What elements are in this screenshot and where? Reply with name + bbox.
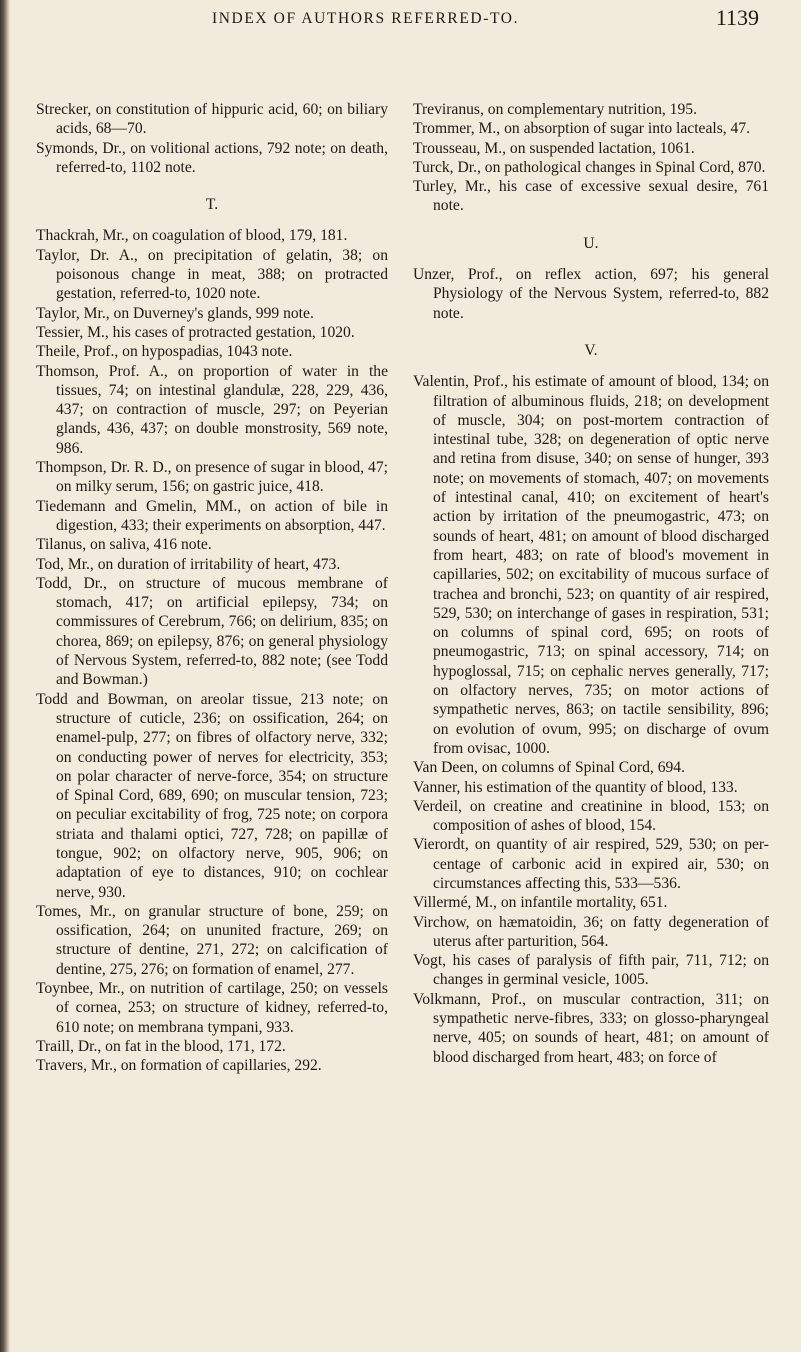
- page-number: 1139: [715, 5, 759, 30]
- index-entry: Vogt, his cases of paralysis of fifth pair, 711, 712; on changes in germinal vesicle, 1005.: [413, 952, 769, 989]
- index-entry: Tilanus, on saliva, 416 note.: [36, 536, 212, 554]
- index-entry: Traill, Dr., on fat in the blood, 171, 172.: [36, 1037, 286, 1055]
- section-letter-t: T.: [205, 196, 219, 214]
- index-entry: Thackrah, Mr., on coagulation of blood, 179, 181.: [36, 227, 348, 245]
- index-entry: Symonds, Dr., on volitional actions, 792 note; on death, referred-to, 1102 note.: [36, 139, 388, 176]
- index-entry: Tomes, Mr., on granular structure of bone, 259; on ossification, 264; on ununited fracture, 269; on structure of dentine, 271, 272; on calcification of dentine, 275, 276; on formation of enamel, 277.: [36, 902, 388, 978]
- index-entry: Tessier, M., his cases of protracted gestation, 1020.: [36, 323, 355, 341]
- index-entry: Vierordt, on quantity of air respired, 529, 530; on per-centage of carbonic acid in expired air, 530; on circumstances affecting this, 533—536.: [413, 836, 769, 892]
- index-entry: Turck, Dr., on pathological changes in Spinal Cord, 870.: [413, 158, 766, 176]
- index-entry: Todd and Bowman, on areolar tissue, 213 note; on structure of cuticle, 236; on ossification, 264; on enamel-pulp, 277; on fibres of olfactory nerve, 332; on conducting power of nerves for electricity, 353; on polar character of nerve-force, 354; on structure of Spinal Cord, 689, 690; on muscular tension, 723; on peculiar excitability of frog, 725 note; on corpora striata and thalami optici, 727, 728; on papillæ of tongue, 902; on olfactory nerve, 905, 906; on adaptation of eye to distances, 910; on cochlear nerve, 930.: [36, 690, 388, 901]
- index-entry: Theile, Prof., on hypospadias, 1043 note.: [36, 343, 293, 361]
- index-entry: Todd, Dr., on structure of mucous membrane of stomach, 417; on artificial epilepsy, 734; on commissures of Cerebrum, 766; on delirium, 835; on chorea, 869; on epilepsy, 876; on general physiology of Nervous System, referred-to, 882 note; (see Todd and Bowman.): [36, 574, 388, 689]
- index-entry: Travers, Mr., on formation of capillaries, 292.: [36, 1057, 322, 1075]
- running-title: INDEX OF AUTHORS REFERRED-TO.: [212, 10, 520, 27]
- index-entry: Trousseau, M., on suspended lactation, 1061.: [413, 139, 695, 157]
- index-entry: Thomson, Prof. A., on proportion of water in the tissues, 74; on intestinal glandulæ, 228, 229, 436, 437; on contraction of muscle, 297; on Peyerian glands, 436, 437; on double monstrosity, 569 note, 986.: [36, 362, 388, 457]
- index-entry: Trommer, M., on absorption of sugar into lacteals, 47.: [413, 120, 751, 138]
- index-entry: Thompson, Dr. R. D., on presence of sugar in blood, 47; on milky serum, 156; on gastric juice, 418.: [36, 459, 388, 496]
- section-letter-u: U.: [583, 234, 599, 252]
- index-entry: Virchow, on hæmatoidin, 36; on fatty degeneration of uterus after parturition, 564.: [413, 913, 769, 950]
- index-entry: Van Deen, on columns of Spinal Cord, 694.: [413, 759, 685, 777]
- page-binding-edge: [0, 0, 10, 1352]
- index-entry: Taylor, Mr., on Duverney's glands, 999 note.: [36, 304, 314, 322]
- section-letter-v: V.: [584, 341, 598, 359]
- index-entry: Treviranus, on complementary nutrition, 195.: [413, 101, 697, 118]
- index-entry: Valentin, Prof., his estimate of amount of blood, 134; on filtration of albuminous fluids, 218; on development of muscle, 304; on post-mortem contraction of intestinal tube, 328; on degeneration of optic nerve and retina from disuse, 340; on sense of hunger, 393 note; on movements of stomach, 407; on movements of intestinal canal, 410; on excitement of heart's action by irritation of the pneumogastric, 473; on sounds of heart, 481; on amount of blood discharged from heart, 483; on rate of blood's movement in capillaries, 502; on excitability of mucous surface of trachea and bronchi, 523; on quantity of air respired, 529, 530; on interchange of gases in respiration, 531; on columns of spinal cord, 695; on roots of pneumogastric, 713; on spinal accessory, 714; on hypoglossal, 715; on cephalic nerves generally, 717; on olfactory nerves, 735; on motor actions of sympathetic nerves, 863; on tactile sensibility, 896; on evolution of ovum, 995; on discharge of ovum from ovisac, 1000.: [413, 373, 769, 757]
- index-entry: Unzer, Prof., on reflex action, 697; his general Physiology of the Nervous System, referred-to, 882 note.: [413, 266, 769, 322]
- index-entry: Villermé, M., on infantile mortality, 651.: [413, 894, 668, 912]
- index-entry: Turley, Mr., his case of excessive sexual desire, 761 note.: [413, 178, 769, 215]
- right-column: [413, 100, 769, 1067]
- index-entry: Strecker, on constitution of hippuric acid, 60; on biliary acids, 68—70.: [36, 101, 388, 138]
- index-entry: Toynbee, Mr., on nutrition of cartilage, 250; on vessels of cornea, 253; on structure of kidney, referred-to, 610 note; on membrana tympani, 933.: [36, 980, 388, 1036]
- index-entry: Tiedemann and Gmelin, MM., on action of bile in digestion, 433; their experiments on absorption, 447.: [36, 497, 388, 534]
- index-entry: Vanner, his estimation of the quantity of blood, 133.: [413, 778, 738, 796]
- page-header: [0, 5, 801, 40]
- index-entry: Taylor, Dr. A., on precipitation of gelatin, 38; on poisonous change in meat, 388; on protracted gestation, referred-to, 1020 note.: [36, 246, 388, 303]
- index-entry: Tod, Mr., on duration of irritability of heart, 473.: [36, 555, 341, 573]
- left-column: [36, 100, 388, 1076]
- index-entry: Verdeil, on creatine and creatinine in blood, 153; on composition of ashes of blood, 154.: [413, 797, 769, 835]
- index-entry: Volkmann, Prof., on muscular contraction, 311; on sympathetic nerve-fibres, 333; on glosso-pharyngeal nerve, 405; on sounds of heart, 481; on amount of blood discharged from heart, 483; on force of: [413, 990, 769, 1066]
